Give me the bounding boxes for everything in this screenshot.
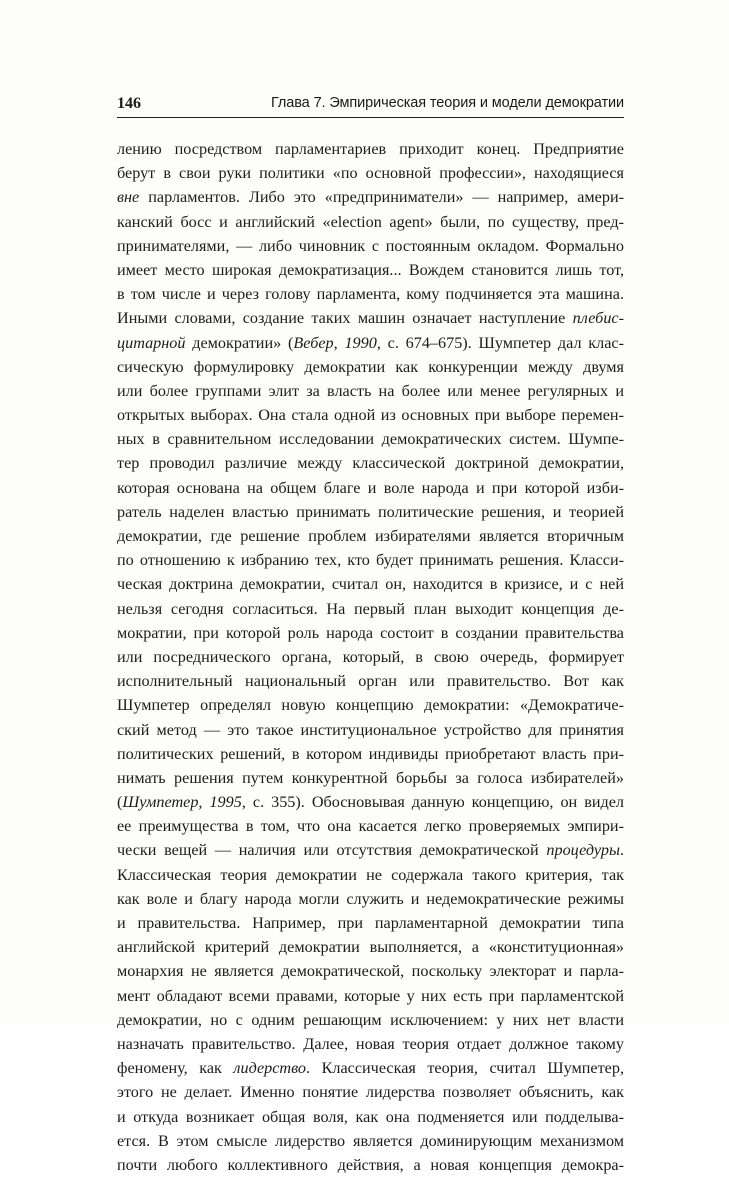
- text-segment: сическую формулировку демократии как конкуренции между двумя: [117, 357, 624, 376]
- text-segment: парламентов. Либо это «предприниматели» — например, амери-: [139, 188, 624, 207]
- text-segment: мент обладают всеми правами, которые у них есть при парламентской: [117, 986, 624, 1005]
- text-line: [117, 355, 624, 379]
- text-segment: и откуда возникает общая воля, как она подменяется или подделыва-: [117, 1107, 624, 1126]
- page-number: 146: [117, 95, 141, 112]
- text-segment: , с. 674–675). Шумпетер дал клас-: [376, 333, 625, 352]
- text-segment: исполнительный национальный орган или правительство. Вот как: [117, 672, 624, 691]
- italic-text: процедуры: [546, 841, 620, 860]
- text-line: [117, 838, 624, 862]
- text-segment: демократии, где решение проблем избирателями является вторичным: [117, 527, 624, 545]
- text-line: [117, 379, 624, 403]
- text-line: [117, 718, 624, 742]
- text-segment: ется. В этом смысле лидерство является доминирующим механизмом: [117, 1131, 624, 1150]
- text-segment: ский метод — это такое институциональное устройство для принятия: [117, 720, 624, 739]
- italic-text: цитарной: [117, 333, 186, 352]
- text-line: [117, 645, 624, 669]
- text-segment: демократии» (: [185, 333, 294, 352]
- text-segment: берут в свои руки политики «по основной профессии», находящиеся: [117, 164, 624, 183]
- italic-text: вне: [117, 188, 140, 207]
- text-line: [117, 887, 624, 911]
- text-line: [117, 911, 624, 935]
- text-line: [117, 1056, 624, 1080]
- text-line: [117, 790, 624, 814]
- text-segment: ратель наделен властью принимать политические решения, и теорией: [117, 502, 624, 521]
- text-segment: феномену, как: [117, 1059, 234, 1078]
- text-line: [117, 210, 624, 234]
- text-line: [117, 742, 624, 766]
- italic-text: плебис-: [572, 309, 624, 328]
- text-segment: , с. 355). Обосновывая данную концепцию, он видел: [241, 793, 624, 812]
- text-line: [117, 1032, 624, 1056]
- text-line: [117, 524, 624, 548]
- text-line: [117, 451, 624, 475]
- text-segment: чески вещей — наличия или отсутствия демократической: [117, 841, 547, 860]
- text-line: [117, 766, 624, 790]
- text-line: [117, 306, 624, 330]
- italic-text: Вебер, 1990: [293, 333, 377, 352]
- text-segment: канский босс и английский «election agent» были, по существу, пред-: [117, 212, 624, 231]
- text-line: [117, 137, 624, 161]
- text-segment: .: [619, 841, 624, 860]
- text-segment: открытых выборах. Она стала одной из основных при выборе перемен-: [117, 406, 624, 425]
- text-line: [117, 935, 624, 959]
- text-segment: нельзя сегодня согласиться. На первый план выходит концепция де-: [117, 599, 624, 618]
- text-line: [117, 669, 624, 693]
- text-segment: английской критерий демократии выполняется, а «конституционная»: [117, 938, 624, 957]
- text-line: [117, 1080, 624, 1104]
- body-text: [117, 137, 624, 1177]
- text-line: [117, 331, 624, 355]
- text-segment: мократии, при которой роль народа состоит в создании правительства: [117, 623, 624, 642]
- text-line: [117, 863, 624, 887]
- text-line: [117, 234, 624, 258]
- text-segment: этого не делает. Именно понятие лидерства позволяет объяснить, как: [117, 1083, 624, 1102]
- text-line: [117, 1105, 624, 1129]
- text-segment: или более группами элит за власть на более или менее регулярных и: [117, 381, 624, 400]
- running-head: [117, 93, 624, 118]
- text-line: [117, 959, 624, 983]
- text-line: [117, 621, 624, 645]
- text-line: [117, 1008, 624, 1032]
- text-segment: лению посредством парламентариев приходит конец. Предприятие: [117, 140, 624, 158]
- text-line: [117, 282, 624, 306]
- text-segment: ных в сравнительном исследовании демократических систем. Шумпе-: [117, 430, 624, 449]
- text-segment: назначать правительство. Далее, новая теория отдает должное такому: [117, 1034, 624, 1053]
- text-line: [117, 185, 624, 209]
- text-segment: монархия не является демократической, поскольку электорат и парла-: [117, 962, 624, 981]
- text-segment: которая основана на общем благе и воле народа и при которой изби-: [117, 478, 624, 497]
- text-line: [117, 1153, 624, 1177]
- text-line: [117, 476, 624, 500]
- text-segment: политических решений, в котором индивиды приобретают власть при-: [117, 744, 624, 763]
- text-line: [117, 548, 624, 572]
- text-segment: . Классическая теория, считал Шумпетер,: [306, 1059, 624, 1078]
- text-segment: Шумпетер определял новую концепцию демократии: «Демократиче-: [117, 696, 624, 715]
- text-line: [117, 500, 624, 524]
- text-segment: как воле и благу народа могли служить и недемократические режимы: [117, 889, 624, 908]
- chapter-title: Глава 7. Эмпирическая теория и модели демократии: [270, 95, 624, 111]
- text-line: [117, 572, 624, 596]
- text-line: [117, 161, 624, 185]
- text-line: [117, 597, 624, 621]
- text-segment: нимать решения путем конкурентной борьбы за голоса избирателей»: [117, 768, 624, 787]
- text-segment: тер проводил различие между классической доктриной демократии,: [117, 454, 624, 473]
- text-segment: имеет место широкая демократизация... Вождем становится лишь тот,: [117, 260, 624, 279]
- text-segment: по отношению к избранию тех, кто будет принимать решения. Класси-: [117, 551, 624, 570]
- text-segment: или посреднического органа, который, в свою очередь, формирует: [117, 647, 624, 666]
- text-segment: и правительства. Например, при парламентарной демократии типа: [117, 914, 624, 932]
- text-line: [117, 427, 624, 451]
- text-segment: Иными словами, создание таких машин означает наступление: [117, 309, 573, 328]
- text-line: [117, 693, 624, 717]
- text-segment: принимателями, — либо чиновник с постоянным окладом. Формально: [117, 236, 624, 255]
- text-segment: ческая доктрина демократии, считал он, находится в кризисе, и с ней: [117, 575, 624, 594]
- italic-text: лидерство: [233, 1059, 307, 1078]
- italic-text: Шумпетер, 1995: [122, 793, 242, 812]
- text-line: [117, 814, 624, 838]
- text-segment: почти любого коллективного действия, а новая концепция демокра-: [117, 1155, 624, 1174]
- text-segment: Классическая теория демократии не содержала такого критерия, так: [117, 865, 624, 884]
- text-line: [117, 258, 624, 282]
- text-line: [117, 1129, 624, 1153]
- text-segment: демократии, но с одним решающим исключением: у них нет власти: [117, 1010, 624, 1029]
- text-segment: ее преимущества в том, что она касается легко проверяемых эмпири-: [117, 817, 624, 836]
- text-line: [117, 403, 624, 427]
- text-segment: в том числе и через голову парламента, кому подчиняется эта машина.: [117, 285, 624, 304]
- text-line: [117, 984, 624, 1008]
- text-segment: (: [117, 793, 123, 812]
